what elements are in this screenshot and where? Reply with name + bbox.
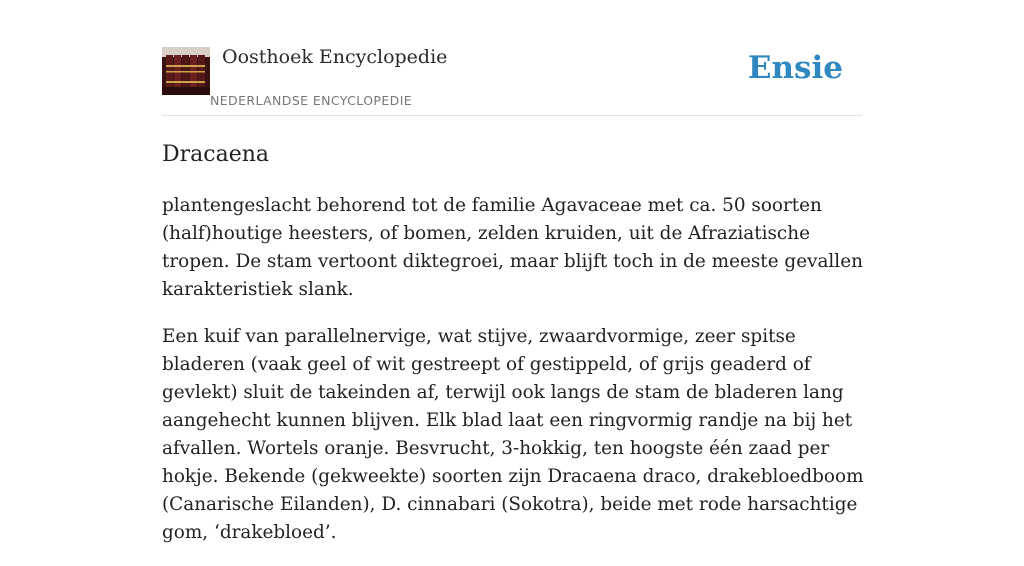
ensie-logo[interactable]: Ensie: [747, 50, 843, 86]
site-title[interactable]: Oosthoek Encyclopedie: [222, 46, 448, 68]
site-subtitle: NEDERLANDSE ENCYCLOPEDIE: [210, 93, 413, 108]
article: [162, 140, 864, 566]
article-paragraph: plantengeslacht behorend tot de familie Agavaceae met ca. 50 soorten (half)houtige heesters, of bomen, zelden kruiden, uit de Afraziatische tropen. De stam vertoont diktegroei, maar blijft toch in de meeste gevallen karakteristiek slank.: [162, 195, 863, 300]
article-paragraph: Een kuif van parallelnervige, wat stijve, zwaardvormige, zeer spitse bladeren (vaak geel of wit gestreept of gestippeld, of grijs geaderd of gevlekt) sluit de takeinden af, terwijl ook langs de stam de bladeren lang aangehecht kunnen blijven. Elk blad laat een ringvormig randje na bij het afvallen. Wortels oranje. Besvrucht, 3-hokkig, ten hoogste één zaad per hokje. Bekende (gekweekte) soorten zijn Dracaena draco, drakebloedboom (Canarische Eilanden), D. cinnabari (Sokotra), beide met rode harsachtige gom, ‘drakebloed’.: [162, 326, 864, 543]
site-header: [162, 0, 862, 116]
encyclopedia-books-icon[interactable]: [162, 47, 210, 95]
article-title: Dracaena: [162, 142, 270, 167]
